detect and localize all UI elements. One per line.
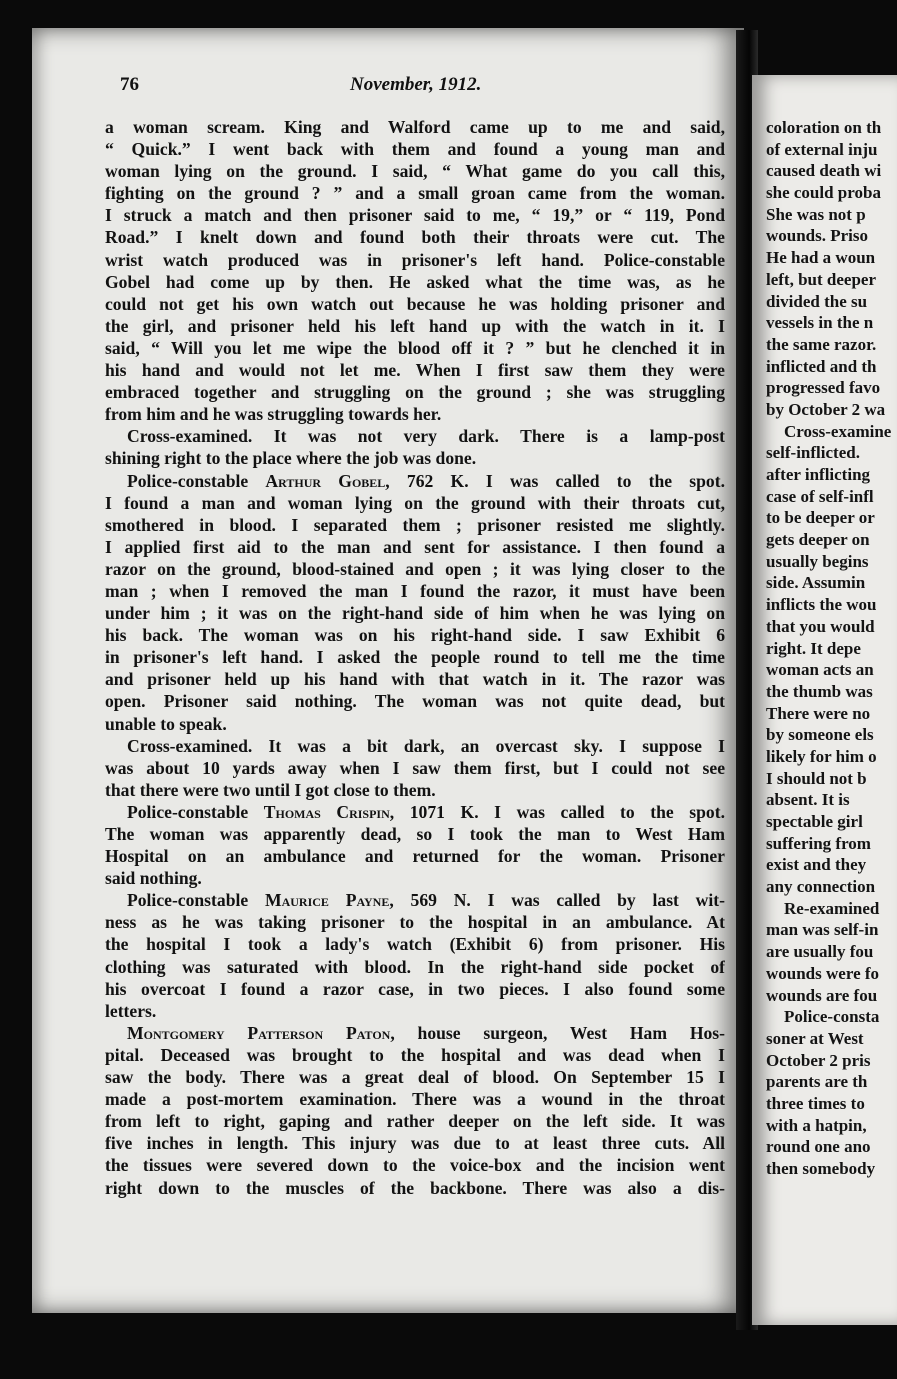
text-line: to be deeper or — [766, 508, 875, 528]
text-line: Cross-examined. It was a bit dark, an overcast sky. I suppose I — [127, 735, 725, 756]
text-line: unable to speak. — [105, 713, 227, 734]
text-line: absent. It is — [766, 790, 850, 810]
text-line: letters. — [105, 1000, 157, 1021]
text-line: I applied first aid to the man and sent for assistance. I then found a — [105, 536, 725, 557]
text-line: wounds are fou — [766, 985, 878, 1005]
text-line: wounds were fo — [766, 963, 880, 983]
text-line: exist and they — [766, 855, 867, 875]
witness-name: Maurice Payne — [264, 890, 390, 911]
text-line: from left to right, gaping and rather deeper on the left side. It was — [105, 1111, 725, 1132]
text-line: in prisoner's left hand. I asked the people round to tell me the time — [105, 647, 725, 668]
text-line: Cross-examine — [784, 421, 892, 441]
text-line: the same razor. — [766, 334, 877, 354]
text-line: the girl, and prisoner held his left hand up with the watch in it. I — [105, 315, 725, 336]
text-line: said, “ Will you let me wipe the blood off it ? ” but he clenched it in — [105, 337, 725, 358]
page-number: 76 — [120, 74, 139, 95]
text-line: I should not b — [766, 768, 867, 788]
text-line: Police-constable Arthur Gobel, 762 K. I was called to the spot. — [127, 470, 725, 491]
text-line: and prisoner held up his hand with that watch in it. The razor was — [105, 669, 725, 690]
text-line: usually begins — [766, 551, 869, 571]
text-line: woman lying on the ground. I said, “ What game do you call this, — [105, 161, 725, 182]
text-line: smothered in blood. I separated them ; prisoner resisted me slightly. — [105, 514, 725, 535]
text-line: said nothing. — [105, 868, 202, 889]
text-line: under him ; it was on the right-hand side of him when he was lying on — [105, 603, 725, 624]
text-line: by someone els — [766, 725, 874, 745]
text-line: vessels in the n — [766, 313, 874, 333]
witness-name: Montgomery Patterson Paton — [127, 1022, 391, 1043]
text-line: wounds. Priso — [766, 226, 869, 246]
left-page-text — [105, 116, 725, 1199]
text-line: parents are th — [766, 1072, 868, 1092]
text-line: the tissues were severed down to the voice-box and the incision went — [105, 1155, 725, 1176]
text-line: any connection — [766, 877, 876, 897]
text-line: his overcoat I found a razor case, in two pieces. I also found some — [105, 978, 725, 999]
text-line: Police-constable Thomas Crispin, 1071 K. I was called to the spot. — [127, 801, 725, 822]
text-line: left, but deeper — [766, 269, 877, 289]
text-line: three times to — [766, 1093, 865, 1113]
text-line: self-inflicted. — [766, 443, 860, 463]
text-line: shining right to the place where the job was done. — [105, 448, 477, 469]
text-line: October 2 pris — [766, 1050, 871, 1070]
text-line: inflicted and th — [766, 356, 877, 376]
running-head: November, 1912. — [350, 74, 482, 95]
text-line: Hospital on an ambulance and returned for the woman. Prisoner — [105, 846, 725, 867]
text-line: made a post-mortem examination. There was a wound in the throat — [105, 1089, 725, 1110]
text-line: ness as he was taking prisoner to the hospital in an ambulance. At — [105, 912, 725, 933]
text-line: He had a woun — [766, 248, 876, 268]
text-line: of external inju — [766, 139, 878, 159]
text-line: man ; when I removed the man I found the razor, it must have been — [105, 580, 725, 601]
text-line: likely for him o — [766, 746, 877, 766]
text-line: open. Prisoner said nothing. The woman was not quite dead, but — [105, 691, 725, 712]
text-line: Montgomery Patterson Paton, house surgeon, West Ham Hos- — [127, 1022, 725, 1043]
text-line: gets deeper on — [766, 530, 870, 550]
text-line: I found a man and woman lying on the ground with their throats cut, — [105, 492, 725, 513]
page-header — [120, 74, 720, 104]
text-line: caused death wi — [766, 161, 882, 181]
text-line: There were no — [766, 703, 871, 723]
text-line: saw the body. There was a great deal of blood. On September 15 I — [105, 1067, 725, 1088]
text-line: she could proba — [766, 183, 881, 203]
text-line: that you would — [766, 616, 875, 636]
right-page — [752, 75, 897, 1325]
text-line: progressed favo — [766, 378, 881, 398]
text-line: from him and he was struggling towards her. — [105, 404, 442, 425]
text-line: clothing was saturated with blood. In the right-hand side pocket of — [105, 956, 725, 977]
text-line: round one ano — [766, 1137, 871, 1157]
text-line: then somebody — [766, 1159, 876, 1178]
text-line: woman acts an — [766, 660, 874, 680]
text-line: razor on the ground, blood-stained and open ; it was lying closer to the — [105, 558, 725, 579]
text-line: soner at West — [766, 1028, 864, 1048]
text-line: a woman scream. King and Walford came up to me and said, — [105, 117, 725, 137]
right-page-text — [766, 117, 897, 1180]
text-line: the hospital I took a lady's watch (Exhibit 6) from prisoner. His — [105, 934, 725, 955]
text-line: inflicts the wou — [766, 595, 877, 615]
text-line: the thumb was — [766, 681, 873, 701]
text-line: suffering from — [766, 833, 871, 853]
text-line: case of self-infl — [766, 486, 874, 506]
text-line: right. It depe — [766, 638, 861, 658]
text-line: Gobel had come up by then. He asked what the time was, as he — [105, 271, 725, 292]
witness-name: Thomas Crispin — [263, 801, 390, 822]
text-line: Police-constable Maurice Payne, 569 N. I was called by last wit- — [127, 890, 725, 911]
text-line: wrist watch produced was in prisoner's left hand. Police-constable — [105, 249, 725, 270]
text-line: by October 2 wa — [766, 399, 886, 419]
text-line: Road.” I knelt down and found both their throats were cut. The — [105, 227, 725, 248]
text-line: side. Assumin — [766, 573, 866, 593]
text-line: She was not p — [766, 204, 866, 224]
text-line: divided the su — [766, 291, 868, 311]
witness-name: Arthur Gobel — [265, 470, 386, 491]
text-line: that there were two until I got close to them. — [105, 779, 436, 800]
text-line: spectable girl — [766, 812, 863, 831]
text-line: I struck a match and then prisoner said to me, “ 19,” or “ 119, Pond — [105, 205, 725, 226]
text-line: are usually fou — [766, 942, 874, 962]
text-line: “ Quick.” I went back with them and found a young man and — [105, 139, 725, 160]
text-line: his hand and would not let me. When I first saw them they were — [105, 360, 725, 381]
text-line: could not get his own watch out because he was holding prisoner and — [105, 293, 725, 314]
text-line: Police-consta — [784, 1007, 880, 1027]
text-line: embraced together and struggling on the ground ; she was struggling — [105, 382, 725, 403]
text-line: right down to the muscles of the backbone. There was also a dis- — [105, 1177, 725, 1198]
text-line: was about 10 yards away when I saw them first, but I could not see — [105, 757, 725, 778]
text-line: fighting on the ground ? ” and a small groan came from the woman. — [105, 183, 725, 204]
text-line: The woman was apparently dead, so I took the man to West Ham — [105, 824, 725, 844]
text-line: with a hatpin, — [766, 1115, 867, 1135]
text-line: coloration on th — [766, 118, 882, 137]
text-line: Re-examined — [784, 898, 880, 918]
text-line: Cross-examined. It was not very dark. There is a lamp-post — [127, 426, 725, 447]
text-line: his back. The woman was on his right-hand side. I saw Exhibit 6 — [105, 625, 725, 646]
text-line: after inflicting — [766, 465, 871, 484]
text-line: five inches in length. This injury was due to at least three cuts. All — [105, 1133, 725, 1154]
text-line: pital. Deceased was brought to the hospital and was dead when I — [105, 1044, 725, 1065]
text-line: man was self-in — [766, 920, 879, 940]
